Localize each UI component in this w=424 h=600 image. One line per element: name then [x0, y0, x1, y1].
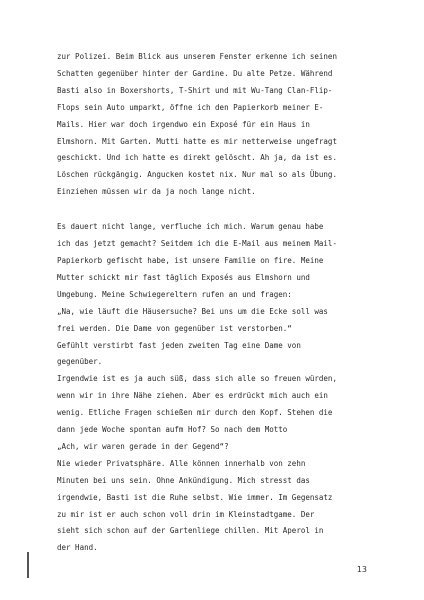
- text-line: Papierkorb gefischt habe, ist unsere Familie on fire. Meine: [57, 255, 324, 265]
- text-line: Irgendwie ist es ja auch süß, dass sich alle so freuen würden,: [57, 374, 337, 384]
- page-body: [57, 49, 387, 557]
- text-line: gegenüber.: [57, 357, 103, 367]
- text-line: Mutter schickt mir fast täglich Exposés aus Elmshorn und: [57, 272, 310, 282]
- text-line: zu mir ist er auch schon voll drin im Kleinstadtgame. Der: [57, 509, 315, 519]
- text-line: Gefühlt verstirbt fast jeden zweiten Tag eine Dame von: [57, 340, 301, 350]
- text-line: Minuten bei uns sein. Ohne Ankündigung. Mich stresst das: [57, 475, 310, 485]
- paragraph-2: [57, 219, 387, 557]
- text-line: geschickt. Und ich hatte es direkt gelöscht. Ah ja, da ist es.: [57, 153, 337, 163]
- text-line: ich das jetzt gemacht? Seitdem ich die E-Mail aus meinem Mail-: [57, 239, 337, 249]
- text-line: dann jede Woche spontan aufm Hof? So nach dem Motto: [57, 425, 288, 435]
- text-line: irgendwie, Basti ist die Ruhe selbst. Wie immer. Im Gegensatz: [57, 492, 333, 502]
- paragraph-gap: [57, 201, 387, 219]
- margin-bar: [27, 552, 29, 578]
- text-line: Löschen rückgängig. Angucken kostet nix. Nur mal so als Übung.: [57, 170, 337, 180]
- text-line: wenig. Etliche Fragen schießen mir durch den Kopf. Stehen die: [57, 408, 333, 418]
- text-line: Mails. Hier war doch irgendwo ein Exposé für ein Haus in: [57, 119, 310, 129]
- text-line: Flops sein Auto umparkt, öffne ich den Papierkorb meiner E-: [57, 102, 324, 112]
- text-line: zur Polizei. Beim Blick aus unserem Fenster erkenne ich seinen: [57, 52, 337, 61]
- paragraph-1: [57, 49, 387, 201]
- text-line: Umgebung. Meine Schwiegereltern rufen an und fragen:: [57, 289, 292, 299]
- text-line: sieht sich schon auf der Gartenliege chillen. Mit Aperol in: [57, 526, 324, 536]
- text-line: wenn wir in ihre Nähe ziehen. Aber es erdrückt mich auch ein: [57, 391, 328, 401]
- text-line: frei werden. Die Dame von gegenüber ist verstorben.“: [57, 323, 292, 333]
- text-line: Nie wieder Privatsphäre. Alle können innerhalb von zehn: [57, 458, 306, 468]
- text-line: „Na, wie läuft die Häusersuche? Bei uns um die Ecke soll was: [57, 306, 328, 316]
- text-line: der Hand.: [57, 543, 98, 553]
- text-line: „Ach, wir waren gerade in der Gegend“?: [57, 441, 229, 451]
- text-line: Basti also in Boxershorts, T-Shirt und mit Wu-Tang Clan-Flip-: [57, 85, 333, 95]
- text-line: Einziehen müssen wir da ja noch lange nicht.: [57, 187, 256, 197]
- text-line: Es dauert nicht lange, verfluche ich mich. Warum genau habe: [57, 222, 324, 232]
- text-line: Schatten gegenüber hinter der Gardine. Du alte Petze. Während: [57, 68, 333, 78]
- text-line: Elmshorn. Mit Garten. Mutti hatte es mir netterweise ungefragt: [57, 136, 337, 146]
- page-number: 13: [356, 565, 367, 574]
